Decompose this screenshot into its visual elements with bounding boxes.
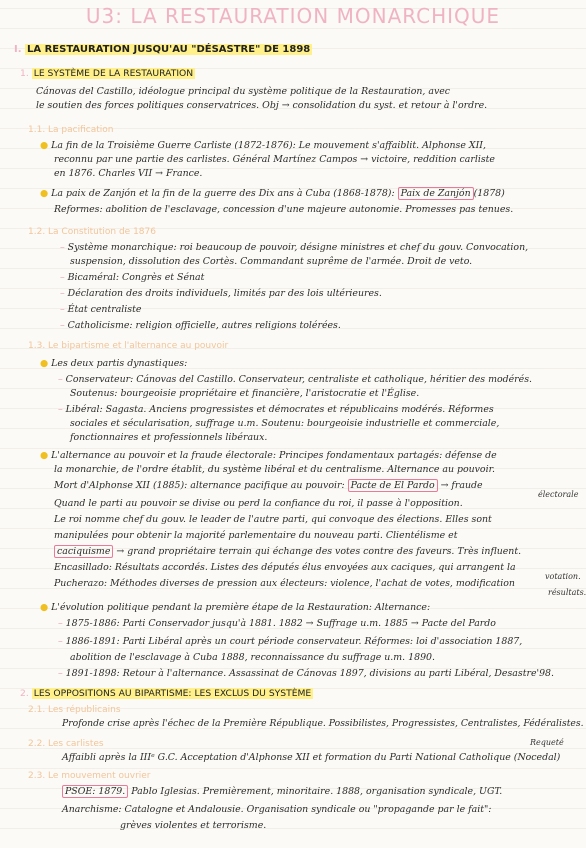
bullet-icon: ● (40, 140, 49, 151)
dash-icon: – (58, 618, 63, 629)
text-line: PSOE: 1879. Pablo Iglesias. Premièrement, minoritaire. 1888, organisation syndicale, UGT. (62, 786, 502, 798)
text-line: manipulées pour obtenir la majorité parlementaire du nouveau parti. Clientélisme et (54, 530, 458, 541)
page-title: U3: LA RESTAURATION MONARCHIQUE (85, 4, 501, 28)
margin-note: Requeté (530, 738, 564, 747)
subsection-2-heading: 2. LES OPPOSITIONS AU BIPARTISME: LES EXCLUS DU SYSTÈME (20, 688, 312, 699)
list-item: – 1886-1891: Parti Libéral après un court période conservateur. Réformes: loi d'association 1887, (58, 636, 523, 647)
list-item: – Bicaméral: Congrès et Sénat (60, 272, 205, 283)
list-item: ● La paix de Zanjón et la fin de la guerre des Dix ans à Cuba (1868-1878): Paix de Zanjón (1878) (40, 188, 505, 199)
list-item: ● Les deux partis dynastiques: (40, 358, 188, 369)
heading-1-2: 1.2. La Constitution de 1876 (28, 227, 156, 237)
heading-1-3: 1.3. Le bipartisme et l'alternance au pouvoir (28, 341, 229, 351)
text-line: Encasillado: Résultats accordés. Listes des députés élus envoyées aux caciques, qui arrangent la (54, 562, 516, 573)
list-item: – Conservateur: Cánovas del Castillo. Conservateur, centraliste et catholique, héritier des modérés. (58, 374, 532, 385)
text-line: caciquisme → grand propriétaire terrain qui échange des votes contre des faveurs. Très influent. (54, 546, 521, 558)
text-line: Quand le parti au pouvoir se divise ou perd la confiance du roi, il passe à l'opposition. (54, 498, 463, 509)
margin-note: résultats. (548, 588, 586, 597)
bullet-icon: ● (40, 602, 49, 613)
dash-icon: – (60, 304, 65, 315)
text-line: reconnu par une partie des carlistes. Général Martínez Campos → victoire, reddition carliste (54, 154, 495, 165)
list-item: – Système monarchique: roi beaucoup de pouvoir, désigne ministres et chef du gouv. Convocation, (60, 242, 529, 253)
text-line: Pucherazo: Méthodes diverses de pression aux électeurs: violence, l'achat de votes, modification (54, 578, 515, 589)
dash-icon: – (58, 374, 63, 385)
text-line: en 1876. Charles VII → France. (54, 168, 203, 179)
text-line: grèves violentes et terrorisme. (120, 820, 267, 831)
bullet-icon: ● (40, 358, 49, 369)
dash-icon: – (60, 288, 65, 299)
text-line: Anarchisme: Catalogne et Andalousie. Organisation syndicale ou "propagande par le fait": (62, 804, 492, 815)
text-line: Soutenus: bourgeoisie propriétaire et financière, l'aristocratie et l'Église. (70, 388, 420, 399)
dash-icon: – (58, 668, 63, 679)
subsection-1-heading: 1. LE SYSTÈME DE LA RESTAURATION (20, 68, 194, 79)
heading-2-3: 2.3. Le mouvement ouvrier (28, 771, 151, 781)
text-line: sociales et sécularisation, suffrage u.m. Soutenu: bourgeoisie industrielle et commerciale, (70, 418, 500, 429)
dash-icon: – (58, 636, 63, 647)
list-item: ● L'alternance au pouvoir et la fraude électorale: Principes fondamentaux partagés: défense de (40, 450, 497, 461)
text-line: Reformes: abolition de l'esclavage, concession d'une majeure autonomie. Promesses pas tenues. (54, 204, 514, 215)
text-line: la monarchie, de l'ordre établit, du système libéral et du centralisme. Alternance au pouvoir. (54, 464, 496, 475)
text-line: fonctionnaires et professionnels libéraux. (70, 432, 268, 443)
text-line: Le roi nomme chef du gouv. le leader de l'autre parti, qui convoque des élections. Elles sont (54, 514, 492, 525)
section-1-heading: I. LA RESTAURATION JUSQU'AU "DÉSASTRE" DE 1898 (14, 44, 311, 55)
list-item: – État centraliste (60, 304, 142, 315)
margin-note: votation. (545, 572, 581, 581)
list-item: – Catholicisme: religion officielle, autres religions tolérées. (60, 320, 341, 331)
intro-line: le soutien des forces politiques conservatrices. Obj → consolidation du syst. et retour à l'ordre. (36, 100, 488, 111)
heading-1-1: 1.1. La pacification (28, 125, 114, 135)
list-item: ● La fin de la Troisième Guerre Carliste (1872-1876): Le mouvement s'affaiblit. Alphonse XII, (40, 140, 486, 151)
text-line: Mort d'Alphonse XII (1885): alternance pacifique au pouvoir: Pacte de El Pardo → fraude (54, 480, 483, 491)
dash-icon: – (60, 320, 65, 331)
bullet-icon: ● (40, 188, 49, 199)
heading-2-1: 2.1. Les républicains (28, 705, 121, 715)
heading-2-2: 2.2. Les carlistes (28, 739, 104, 749)
list-item: ● L'évolution politique pendant la première étape de la Restauration: Alternance: (40, 602, 431, 613)
margin-note: électorale (538, 490, 579, 499)
dash-icon: – (60, 242, 65, 253)
text-line: abolition de l'esclavage à Cuba 1888, reconnaissance du suffrage u.m. 1890. (70, 652, 435, 663)
list-item: – Libéral: Sagasta. Anciens progressistes et démocrates et républicains modérés. Réformes (58, 404, 494, 415)
text-line: Profonde crise après l'échec de la Première République. Possibilistes, Progressistes, Centralistes, Fédéralistes. (62, 718, 584, 729)
bullet-icon: ● (40, 450, 49, 461)
intro-line: Cánovas del Castillo, idéologue principal du système politique de la Restauration, avec (36, 86, 451, 97)
dash-icon: – (58, 404, 63, 415)
text-line: Affaibli après la IIIᵉ G.C. Acceptation d'Alphonse XII et formation du Parti National Catholique (Nocedal) (62, 752, 561, 763)
list-item: – Déclaration des droits individuels, limités par des lois ultérieures. (60, 288, 382, 299)
dash-icon: – (60, 272, 65, 283)
list-item: – 1875-1886: Parti Conservador jusqu'à 1881. 1882 → Suffrage u.m. 1885 → Pacte del Pardo (58, 618, 496, 629)
text-line: suspension, dissolution des Cortès. Commandant suprême de l'armée. Droit de veto. (70, 256, 473, 267)
list-item: – 1891-1898: Retour à l'alternance. Assassinat de Cánovas 1897, divisions au parti Libéral, Desastre'98. (58, 668, 554, 679)
